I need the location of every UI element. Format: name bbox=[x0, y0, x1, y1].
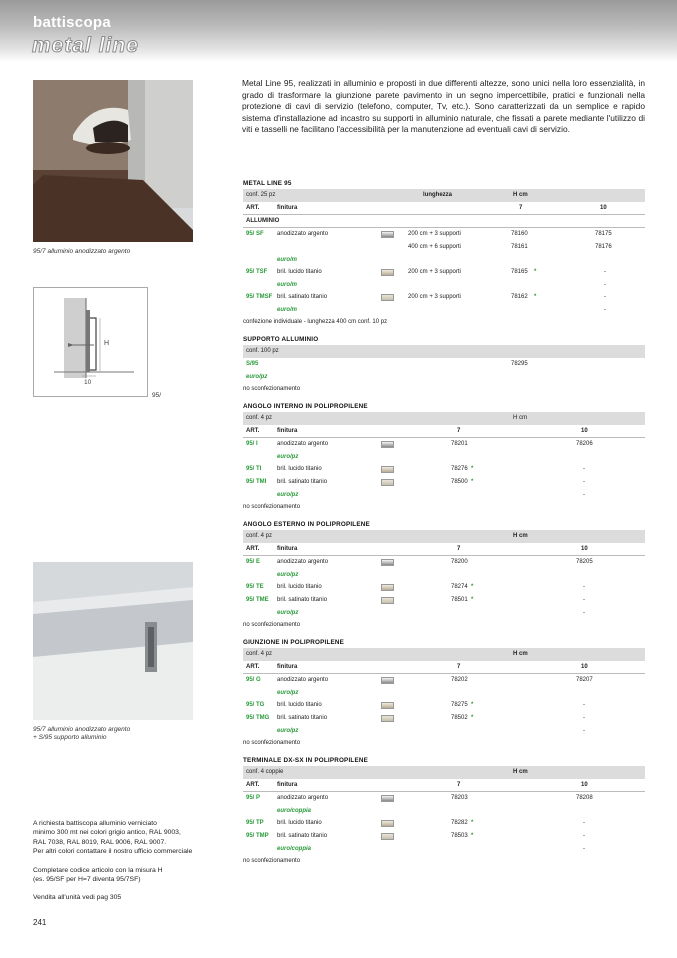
conf-row bbox=[243, 189, 645, 202]
euro-unit: euro/coppia bbox=[277, 808, 312, 814]
col-lunghezza: lunghezza bbox=[423, 192, 453, 198]
section-note: confezione individuale - lunghezza 400 cm conf. 10 pz bbox=[243, 319, 388, 325]
col-art: ART. bbox=[246, 664, 260, 670]
code-h10: - bbox=[604, 294, 606, 300]
finish-swatch-icon bbox=[381, 795, 394, 802]
col-art: ART. bbox=[246, 546, 260, 552]
finish: bril. satinato titanio bbox=[277, 715, 328, 721]
finish-swatch-icon bbox=[381, 466, 394, 473]
finish: bril. lucido titanio bbox=[277, 269, 322, 275]
note-line: A richiesta battiscopa alluminio verniciato bbox=[33, 820, 157, 827]
finish: bril. lucido titanio bbox=[277, 584, 322, 590]
col-h10: 10 bbox=[581, 546, 588, 552]
article-code: 95/ TE bbox=[246, 584, 264, 590]
note-line: RAL 7038, RAL 8019, RAL 9006, RAL 9007. bbox=[33, 838, 167, 846]
article-code: 95/ SF bbox=[246, 231, 264, 237]
article-code: 95/ TG bbox=[246, 702, 265, 708]
photo2-caption-line1: 95/7 alluminio anodizzato argento bbox=[33, 726, 131, 733]
article-code: 95/ TME bbox=[246, 597, 269, 603]
finish-swatch-icon bbox=[381, 715, 394, 722]
article-code: 95/ TMSF bbox=[246, 294, 273, 300]
code-h7: 78500 bbox=[451, 479, 468, 485]
article-code: 95/ TP bbox=[246, 820, 264, 826]
code-h7: 78161 bbox=[511, 244, 528, 250]
col-h10: 10 bbox=[581, 664, 588, 670]
euro-unit: euro/pz bbox=[277, 728, 299, 734]
new-marker: * bbox=[471, 820, 474, 826]
table-header bbox=[243, 779, 645, 792]
euro-unit: euro/pz bbox=[277, 610, 299, 616]
euro-row bbox=[243, 805, 645, 817]
code-h10: 78206 bbox=[576, 441, 593, 447]
profile-diagram bbox=[33, 287, 148, 397]
finish-swatch-icon bbox=[381, 597, 394, 604]
code-h7: 78276 bbox=[451, 466, 468, 472]
code-h7: 78503 bbox=[451, 833, 468, 839]
table-header bbox=[243, 425, 645, 438]
finish: bril. lucido titanio bbox=[277, 820, 322, 826]
table-header bbox=[243, 543, 645, 556]
note-line: (es. 95/SF per H=7 diventa 95/7SF) bbox=[33, 876, 141, 884]
new-marker: * bbox=[471, 597, 474, 603]
code-h7: 78202 bbox=[451, 677, 468, 683]
table-header bbox=[243, 661, 645, 674]
product-line-title: metal line bbox=[32, 34, 139, 57]
new-marker: * bbox=[534, 294, 537, 300]
new-marker: * bbox=[471, 479, 474, 485]
euro-unit: euro/pz bbox=[277, 690, 299, 696]
col-finitura: finitura bbox=[277, 205, 298, 211]
code-h10: - bbox=[583, 479, 585, 485]
table-row bbox=[243, 291, 645, 304]
table-row bbox=[243, 241, 645, 254]
euro-unit: euro/pz bbox=[277, 572, 299, 578]
col-h7: 7 bbox=[457, 428, 461, 434]
height-label: H bbox=[104, 340, 110, 347]
euro-row bbox=[243, 304, 645, 316]
section-title: ANGOLO INTERNO IN POLIPROPILENE bbox=[243, 403, 368, 410]
new-marker: * bbox=[471, 715, 474, 721]
euro-row bbox=[243, 725, 645, 737]
table-row bbox=[243, 581, 645, 594]
finish: bril. lucido titanio bbox=[277, 466, 322, 472]
code-h7: 78502 bbox=[451, 715, 468, 721]
profile-photo-illustration bbox=[33, 562, 193, 720]
code-h10: 78207 bbox=[576, 677, 593, 683]
euro-row bbox=[243, 843, 645, 855]
euro-unit: euro/m bbox=[277, 282, 298, 288]
euro-value: - bbox=[583, 610, 585, 616]
length: 200 cm + 3 supporti bbox=[408, 269, 461, 275]
code-h7: 78200 bbox=[451, 559, 468, 565]
conf-label: conf. 4 pz bbox=[246, 651, 273, 657]
new-marker: * bbox=[471, 466, 474, 472]
col-art: ART. bbox=[246, 205, 260, 211]
euro-row bbox=[243, 254, 645, 266]
article-code: 95/ E bbox=[246, 559, 261, 565]
conf-row bbox=[243, 530, 645, 543]
euro-unit: euro/coppia bbox=[277, 846, 312, 852]
code-h10: - bbox=[583, 702, 585, 708]
section-title: GIUNZIONE IN POLIPROPILENE bbox=[243, 639, 345, 646]
section-giunzione bbox=[243, 637, 645, 749]
article-code: 95/ TI bbox=[246, 466, 262, 472]
finish-swatch-icon bbox=[381, 441, 394, 448]
col-h10: 10 bbox=[581, 428, 588, 434]
euro-unit: euro/pz bbox=[277, 454, 299, 460]
code-h7: 78165 bbox=[511, 269, 528, 275]
col-hcm: H cm bbox=[513, 651, 528, 657]
conf-row bbox=[243, 412, 645, 425]
diagram-code: 95/ bbox=[152, 392, 162, 399]
finish: bril. satinato titanio bbox=[277, 294, 328, 300]
euro-row bbox=[243, 451, 645, 463]
table-row bbox=[243, 556, 645, 569]
col-h7: 7 bbox=[457, 546, 461, 552]
article-code: 95/ P bbox=[246, 795, 261, 801]
finish-swatch-icon bbox=[381, 294, 394, 301]
new-marker: * bbox=[534, 269, 537, 275]
code-h10: - bbox=[583, 820, 585, 826]
section-note: no sconfezionamento bbox=[243, 622, 301, 628]
section-note: no sconfezionamento bbox=[243, 504, 301, 510]
finish-swatch-icon bbox=[381, 559, 394, 566]
page-header bbox=[0, 0, 677, 62]
side-notes bbox=[33, 819, 223, 903]
table-row bbox=[243, 699, 645, 712]
conf-label: conf. 25 pz bbox=[246, 192, 276, 198]
code-h10: - bbox=[583, 466, 585, 472]
col-hcm: H cm bbox=[513, 769, 528, 775]
finish-swatch-icon bbox=[381, 702, 394, 709]
finish-swatch-icon bbox=[381, 833, 394, 840]
length: 200 cm + 3 supporti bbox=[408, 231, 461, 237]
section-note: no sconfezionamento bbox=[243, 386, 301, 392]
code-h7: 78275 bbox=[451, 702, 468, 708]
table-row bbox=[243, 438, 645, 451]
table-row bbox=[243, 228, 645, 241]
article-code: 95/ TMP bbox=[246, 833, 269, 839]
finish: anodizzato argento bbox=[277, 795, 329, 801]
material-label: ALLUMINIO bbox=[246, 218, 280, 224]
finish-swatch-icon bbox=[381, 479, 394, 486]
col-h7: 7 bbox=[457, 664, 461, 670]
material-subheader bbox=[243, 215, 645, 228]
code-h10: 78175 bbox=[595, 231, 612, 237]
conf-row bbox=[243, 648, 645, 661]
table-row bbox=[243, 712, 645, 725]
euro-value: - bbox=[583, 846, 585, 852]
section-terminale bbox=[243, 755, 645, 867]
page-number: 241 bbox=[33, 918, 47, 927]
room-photo bbox=[33, 80, 193, 242]
new-marker: * bbox=[471, 833, 474, 839]
code-h10: - bbox=[583, 584, 585, 590]
code-h10: - bbox=[583, 715, 585, 721]
section-title: ANGOLO ESTERNO IN POLIPROPILENE bbox=[243, 521, 370, 528]
article-code: 95/ TMI bbox=[246, 479, 267, 485]
finish: bril. satinato titanio bbox=[277, 479, 328, 485]
table-row bbox=[243, 817, 645, 830]
euro-unit: euro/pz bbox=[277, 492, 299, 498]
col-finitura: finitura bbox=[277, 428, 298, 434]
photo2-caption-line2: + S/95 supporto alluminio bbox=[33, 734, 107, 741]
conf-label: conf. 4 pz bbox=[246, 533, 273, 539]
new-marker: * bbox=[471, 702, 474, 708]
table-row bbox=[243, 594, 645, 607]
col-hcm: H cm bbox=[513, 415, 527, 421]
intro-paragraph: Metal Line 95, realizzati in alluminio e proposti in due differenti altezze, sono unici nella loro essenzialità, in grado di trasformare la giunzione parete pavimento in un segno impercettibile, pratici e funzionali nella protezione di cavi di servizio (telefono, computer, Tv, etc.). Sono caratterizzati da un semplice e rapido sistema d'installazione ad incastro su supporti in alluminio naturale, che fissati a parete mediante l'utilizzo di viti e tasselli ne facilitano l'accessibilità per la manutenzione ad eventuali cavi di servizio. bbox=[242, 78, 645, 135]
article-code: 95/ TSF bbox=[246, 269, 268, 275]
depth-label: 10 bbox=[84, 379, 92, 386]
col-art: ART. bbox=[246, 428, 260, 434]
conf-label: conf. 4 pz bbox=[246, 415, 273, 421]
euro-value: - bbox=[583, 728, 585, 734]
section-supporto bbox=[243, 334, 645, 395]
col-h7: 7 bbox=[457, 782, 461, 788]
code-h7: 78162 bbox=[511, 294, 528, 300]
col-h7: 7 bbox=[519, 205, 523, 211]
finish: bril. satinato titanio bbox=[277, 833, 328, 839]
photo1-caption: 95/7 alluminio anodizzato argento bbox=[33, 248, 131, 255]
table-header bbox=[243, 202, 645, 215]
code-h10: 78176 bbox=[595, 244, 612, 250]
euro-value: - bbox=[604, 307, 606, 313]
length: 200 cm + 3 supporti bbox=[408, 294, 461, 300]
finish-swatch-icon bbox=[381, 231, 394, 238]
euro-value: - bbox=[583, 492, 585, 498]
category-title: battiscopa bbox=[33, 14, 112, 31]
finish: anodizzato argento bbox=[277, 559, 329, 565]
code-h7: 78201 bbox=[451, 441, 468, 447]
euro-row bbox=[243, 489, 645, 501]
code-h7: 78203 bbox=[451, 795, 468, 801]
euro-value: - bbox=[604, 282, 606, 288]
conf-label: conf. 100 pz bbox=[246, 348, 279, 354]
code-h10: 78205 bbox=[576, 559, 593, 565]
section-angolo-interno bbox=[243, 401, 645, 513]
table-row bbox=[243, 674, 645, 687]
col-h10: 10 bbox=[581, 782, 588, 788]
note-line: Completare codice articolo con la misura H bbox=[33, 866, 163, 874]
section-metal-line bbox=[243, 178, 645, 328]
note-line: minimo 300 mt nei colori grigio antico, RAL 9003, bbox=[33, 829, 181, 837]
finish: anodizzato argento bbox=[277, 231, 329, 237]
col-finitura: finitura bbox=[277, 546, 298, 552]
finish-swatch-icon bbox=[381, 269, 394, 276]
euro-unit: euro/pz bbox=[246, 374, 268, 380]
article-code: 95/ G bbox=[246, 677, 261, 683]
table-row bbox=[243, 830, 645, 843]
note-line: Per altri colori contattare il nostro ufficio commerciale bbox=[33, 848, 193, 856]
finish: anodizzato argento bbox=[277, 441, 329, 447]
finish-swatch-icon bbox=[381, 820, 394, 827]
col-finitura: finitura bbox=[277, 664, 298, 670]
euro-row bbox=[243, 569, 645, 581]
section-title: TERMINALE DX-SX IN POLIPROPILENE bbox=[243, 757, 369, 764]
euro-row bbox=[243, 687, 645, 699]
euro-unit: euro/m bbox=[277, 257, 298, 263]
code-h10: - bbox=[583, 833, 585, 839]
col-hcm: H cm bbox=[513, 192, 528, 198]
euro-unit: euro/m bbox=[277, 307, 298, 313]
finish: bril. satinato titanio bbox=[277, 597, 328, 603]
article-code: 95/ I bbox=[246, 441, 258, 447]
section-note: no sconfezionamento bbox=[243, 858, 301, 864]
article-code: S/95 bbox=[246, 361, 259, 367]
euro-row bbox=[243, 279, 645, 291]
col-art: ART. bbox=[246, 782, 260, 788]
note-line: Vendita all'unità vedi pag 305 bbox=[33, 894, 122, 902]
length: 400 cm + 6 supporti bbox=[408, 244, 461, 250]
room-photo-illustration bbox=[33, 80, 193, 242]
code-h7: 78274 bbox=[451, 584, 468, 590]
conf-row bbox=[243, 345, 645, 358]
table-row bbox=[243, 463, 645, 476]
finish-swatch-icon bbox=[381, 677, 394, 684]
col-h10: 10 bbox=[600, 205, 607, 211]
section-note: no sconfezionamento bbox=[243, 740, 301, 746]
col-finitura: finitura bbox=[277, 782, 298, 788]
section-title: SUPPORTO ALLUMINIO bbox=[243, 336, 319, 343]
code-value: 78295 bbox=[511, 361, 528, 367]
article-code: 95/ TMG bbox=[246, 715, 270, 721]
table-row bbox=[243, 358, 645, 371]
code-h7: 78160 bbox=[511, 231, 528, 237]
finish: bril. lucido titanio bbox=[277, 702, 322, 708]
code-h10: - bbox=[604, 269, 606, 275]
table-row bbox=[243, 792, 645, 805]
profile-photo bbox=[33, 562, 193, 720]
finish: anodizzato argento bbox=[277, 677, 329, 683]
conf-label: conf. 4 coppie bbox=[246, 769, 284, 775]
table-row bbox=[243, 476, 645, 489]
table-row bbox=[243, 266, 645, 279]
new-marker: * bbox=[471, 584, 474, 590]
section-title: METAL LINE 95 bbox=[243, 180, 292, 187]
col-hcm: H cm bbox=[513, 533, 528, 539]
euro-row bbox=[243, 371, 645, 383]
euro-row bbox=[243, 607, 645, 619]
code-h7: 78501 bbox=[451, 597, 468, 603]
product-tables bbox=[243, 178, 645, 873]
section-angolo-esterno bbox=[243, 519, 645, 631]
code-h7: 78282 bbox=[451, 820, 468, 826]
code-h10: 78208 bbox=[576, 795, 593, 801]
code-h10: - bbox=[583, 597, 585, 603]
finish-swatch-icon bbox=[381, 584, 394, 591]
conf-row bbox=[243, 766, 645, 779]
